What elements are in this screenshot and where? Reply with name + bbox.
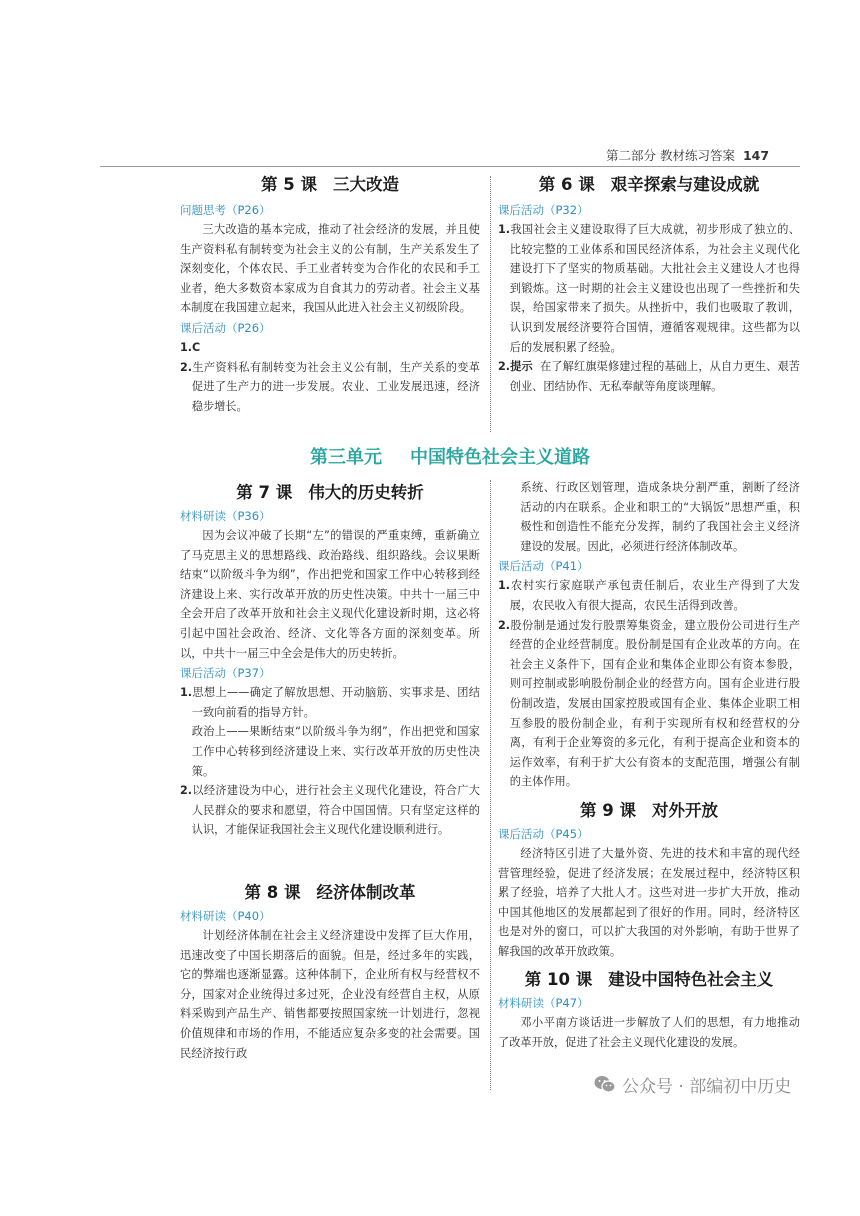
item-number: 1. [498,223,511,236]
lesson-number: 第 7 课 [236,483,293,502]
item-text: 农村实行家庭联产承包责任制后，农业生产得到了大发展，农民收入有很大提高，农民生活得到改善。 [509,579,800,612]
answer-item [180,781,480,840]
watermark-text: 公众号 · 部编初中历史 [622,1077,792,1097]
section-tag: 问题思考（P26） [180,203,271,217]
item-text: 股份制是通过发行股票筹集资金，建立股份公司进行生产经营的企业经营制度。股份制是国有企业改革的方向。在社会主义条件下，国有企业和集体企业即公有资本参股，则可控制或影响股份制企业的经营方向。国有企业进行股份制改造，发展由国家控股或国有企业、集体企业职工相互参股的股份制企业，有利于实现所有权和经营权的分离，有利于企业筹资的多元化，有利于提高企业和资本的运作效率，有利于扩大公有资本的支配范围，增强公有制的主体作用。 [509,618,800,789]
header-rule [100,166,800,167]
section-label: 第二部分 教材练习答案 [606,148,735,163]
item-number: 2. [180,784,193,798]
lesson-name: 三大改造 [332,175,399,194]
lesson-number: 第 10 课 [524,970,593,990]
lesson-name: 建设中国特色社会主义 [608,970,774,990]
page-header [606,146,769,164]
hint-label: 提示 [510,360,533,374]
lesson-8 [180,880,480,1063]
item-text: 思想上——确定了解放思想、开动脑筋、实事求是、团结一致向前看的指导方针。 [191,686,480,719]
paragraph: 三大改造的基本完成，推动了社会经济的发展，并且使生产资料私有制转变为社会主义的公有制，生产关系发生了深刻变化，个体农民、手工业者转变为合作化的农民和手工业者，绝大多数资本家成为自食其力的劳动者。社会主义基本制度在我国建立起来，我国从此进入社会主义初级阶段。 [180,223,480,315]
answer-item [498,616,800,792]
lesson-6-title [498,172,800,198]
lesson-10-title [498,967,800,993]
section-tag: 材料研读（P36） [180,509,271,523]
answer-item [498,357,800,396]
section-tag: 课后活动（P32） [498,203,589,217]
paragraph: 经济特区引进了大量外资、先进的技术和丰富的现代经营管理经验，促进了经济发展；在发展过程中，经济特区积累了经验，培养了大批人才。这些对进一步扩大开放，推动中国其他地区的发展都起到了很好的作用。同时，经济特区也是对外的窗口，可以扩大我国的对外影响，有助于世界了解我国的改革开放政策。 [498,846,800,958]
section-tag: 材料研读（P47） [498,996,589,1011]
answer-item [180,338,480,358]
answer-item [180,683,480,722]
item-number: 2. [180,360,193,374]
watermark [594,1072,791,1097]
paragraph: 邓小平南方谈话进一步解放了人们的思想，有力地推动了改革开放，促进了社会主义现代化建设的发展。 [498,1016,800,1050]
item-text: 生产资料私有制转变为社会主义公有制，生产关系的变革促进了生产力的进一步发展。农业、工业发展迅速，经济稳步增长。 [191,360,480,413]
section-tag: 课后活动（P37） [180,666,271,681]
lesson-number: 第 8 课 [244,883,301,902]
item-number: 2. [498,360,511,374]
lesson-6 [498,172,800,198]
lesson-name: 艰辛探索与建设成就 [610,175,760,194]
item-number: 1. [180,340,193,354]
lesson-7 [180,480,480,840]
page-number: 147 [742,148,770,163]
answer-item [498,220,800,357]
lesson-name: 伟大的历史转折 [308,483,424,502]
lesson-name: 经济体制改革 [316,883,416,902]
answer-item [180,358,480,417]
item-text: C [192,340,201,354]
section-tag: 课后活动（P26） [180,320,271,335]
paragraph-continued: 系统、行政区划管理，造成条块分割严重，割断了经济活动的内在联系。企业和职工的“大锅饭”思想严重，积极性和创造性不能充分发挥，制约了我国社会主义经济建设的发展。因此，必须进行经济体制改革。 [520,481,800,553]
lesson-6-body [498,200,800,396]
lesson-number: 第 9 课 [580,800,636,820]
unit-number: 第三单元 [310,447,382,468]
item-number: 2. [498,618,511,632]
item-text: 在了解红旗渠修建过程的基础上，从自力更生、艰苦创业、团结协作、无私奉献等角度谈理解。 [509,360,800,393]
lesson-8-title [180,880,480,906]
item-text: 以经济建设为中心，进行社会主义现代化建设，符合广大人民群众的要求和愿望，符合中国国情。只有坚定这样的认识，才能保证我国社会主义现代化建设顺利进行。 [191,784,480,837]
section-tag: 课后活动（P45） [498,826,589,841]
item-number: 1. [180,686,193,700]
lesson-number: 第 6 课 [538,175,595,194]
right-column [498,478,800,1053]
lesson-7-title [180,480,480,506]
column-divider-bottom [490,480,491,1090]
lesson-5-body [180,200,480,416]
paragraph: 计划经济体制在社会主义经济建设中发挥了巨大作用，迅速改变了中国长期落后的面貌。但是，经过多年的实践，它的弊端也逐渐显露。这种体制下，企业所有权与经营权不分，国家对企业统得过多过死，企业没有经营自主权，从原料采购到产品生产、销售都要按照国家统一计划进行，忽视价值规律和市场的作用，不能适应复杂多变的社会需要。国民经济按行政 [180,929,480,1060]
item-number: 1. [498,579,511,593]
unit-name: 中国特色社会主义道路 [410,447,590,468]
lesson-name: 对外开放 [651,800,718,820]
paragraph: 因为会议冲破了长期“左”的错误的严重束缚，重新确立了马克思主义的思想路线、政治路线、组织路线。会议果断结束“以阶级斗争为纲”，作出把党和国家工作中心转移到经济建设上来、实行改革开放的历史性决策。中共十一届三中全会开启了改革开放和社会主义现代化建设新时期，这必将引起中国社会政治、经济、文化等各方面的深刻变革。所以，中共十一届三中全会是伟大的历史转折。 [180,529,480,660]
section-tag: 材料研读（P40） [180,909,271,923]
lesson-5 [180,172,480,198]
section-tag: 课后活动（P41） [498,559,589,574]
unit-title [100,443,800,469]
answer-subitem: 政治上——果断结束“以阶级斗争为纲”，作出把党和国家工作中心转移到经济建设上来、实行改革开放的历史性决策。 [191,725,480,778]
answer-item [498,576,800,615]
column-divider-top [490,176,491,432]
lesson-number: 第 5 课 [261,175,317,194]
lesson-9-title [498,798,800,824]
wechat-icon [594,1075,616,1094]
lesson-5-title [180,172,480,198]
item-text: 我国社会主义建设取得了巨大成就，初步形成了独立的、比较完整的工业体系和国民经济体系，为社会主义现代化建设打下了坚实的物质基础。大批社会主义建设人才也得到锻炼。这一时期的社会主义建设也出现了一些挫折和失误，给国家带来了损失。从挫折中，我们也吸取了教训，认识到发展经济要符合国情，遵循客观规律。这些都为以后的发展积累了经验。 [509,223,800,354]
